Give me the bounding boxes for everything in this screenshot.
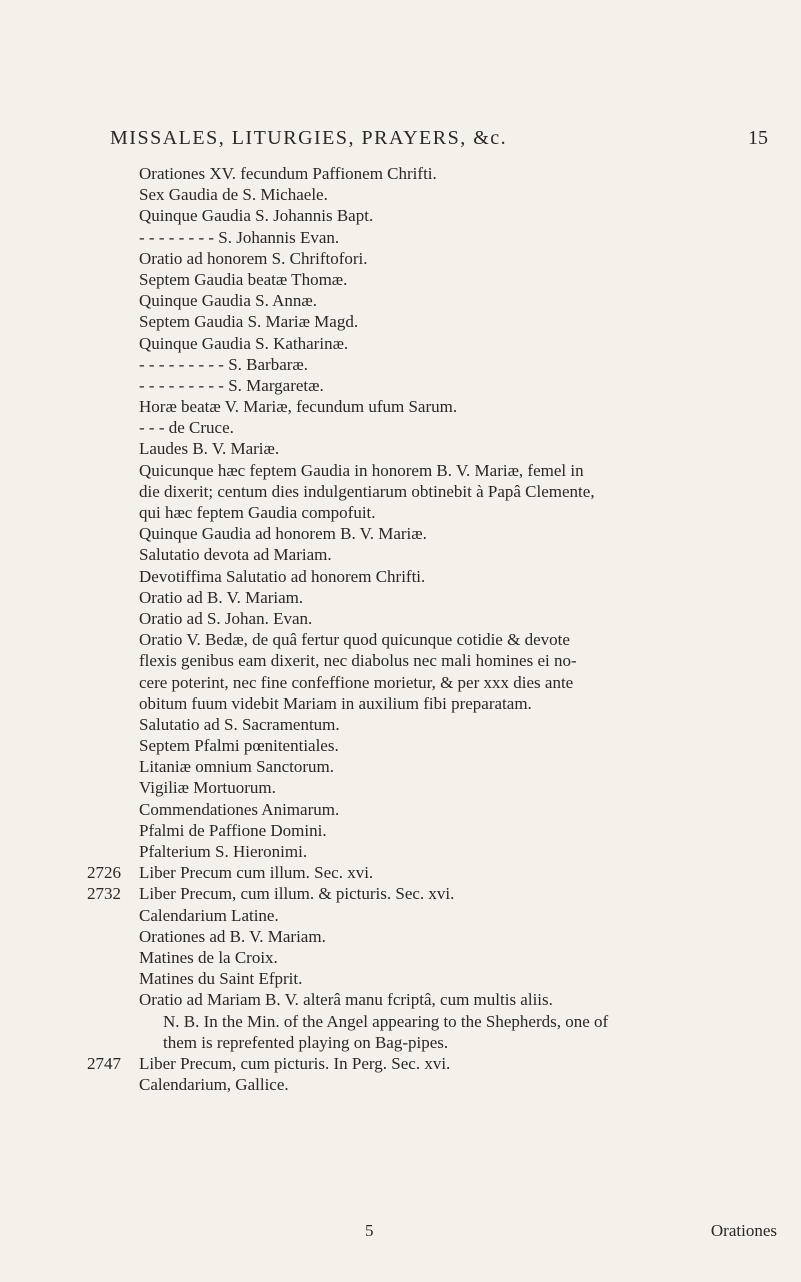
catalogue-line — [139, 396, 779, 417]
catalogue-entries — [87, 163, 779, 1095]
line-text: Commendationes Animarum. — [139, 799, 340, 819]
page-footer — [139, 1221, 779, 1245]
running-header — [110, 127, 770, 150]
line-text: Litaniæ omnium Sanctorum. — [139, 757, 335, 777]
line-text: Oratio ad B. V. Mariam. — [139, 587, 304, 607]
line-text: Orationes XV. fecundum Paffionem Chrifti. — [139, 164, 437, 183]
line-text: Liber Precum, cum illum. & picturis. Sec. xvi. — [139, 884, 455, 904]
line-text: Quicunque hæc feptem Gaudia in honorem B. V. Mariæ, femel in — [139, 460, 584, 480]
catalogue-line — [139, 1032, 779, 1053]
catalogue-line — [139, 820, 779, 841]
line-text: them is reprefented playing on Bag-pipes. — [163, 1032, 449, 1052]
line-text: qui hæc feptem Gaudia compofuit. — [139, 503, 376, 522]
catalogue-line — [139, 290, 779, 311]
line-text: - - - - - - - - S. Johannis Evan. — [139, 227, 340, 247]
lot-number: 2747 — [87, 1053, 121, 1073]
catalogue-line — [139, 756, 779, 777]
line-text: Sex Gaudia de S. Michaele. — [139, 185, 328, 205]
line-text: Oratio V. Bedæ, de quâ fertur quod quicunque cotidie & devote — [139, 630, 570, 650]
line-text: Laudes B. V. Mariæ. — [139, 439, 280, 459]
catalogue-line — [139, 333, 779, 354]
lot-number: 2726 — [87, 863, 121, 883]
line-text: Salutatio ad S. Sacramentum. — [139, 714, 340, 734]
catalogue-line — [139, 629, 779, 650]
line-text: - - - - - - - - - S. Margaretæ. — [139, 375, 324, 395]
line-text: Quinque Gaudia S. Johannis Bapt. — [139, 206, 374, 226]
line-text: Septem Gaudia S. Mariæ Magd. — [139, 312, 359, 332]
catalogue-line — [139, 968, 779, 989]
catalogue-line — [139, 227, 779, 248]
line-text: obitum fuum videbit Mariam in auxilium fibi preparatam. — [139, 693, 532, 713]
line-text: Calendarium Latine. — [139, 905, 279, 925]
line-text: Orationes ad B. V. Mariam. — [139, 926, 326, 946]
line-text: Oratio ad Mariam B. V. alterâ manu fcriptâ, cum multis aliis. — [139, 990, 553, 1010]
line-text: N. B. In the Min. of the Angel appearing to the Shepherds, one of — [163, 1011, 609, 1031]
catalogue-line — [87, 862, 779, 883]
line-text: Septem Pfalmi pœnitentiales. — [139, 736, 339, 756]
line-text: Horæ beatæ V. Mariæ, fecundum ufum Sarum. — [139, 397, 458, 417]
catalogue-line — [139, 735, 779, 756]
line-text: Oratio ad S. Johan. Evan. — [139, 608, 313, 628]
line-text: Salutatio devota ad Mariam. — [139, 545, 332, 565]
catalogue-line — [139, 693, 779, 714]
line-text: flexis genibus eam dixerit, nec diabolus nec mali homines ei no- — [139, 651, 577, 671]
catalogue-line — [139, 269, 779, 290]
line-text: Pfalterium S. Hieronimi. — [139, 842, 308, 861]
line-text: Quinque Gaudia S. Katharinæ. — [139, 333, 349, 353]
line-text: Matines de la Croix. — [139, 947, 278, 967]
line-text: Quinque Gaudia ad honorem B. V. Mariæ. — [139, 524, 427, 544]
catalogue-line — [139, 523, 779, 544]
catalogue-line — [87, 1053, 779, 1074]
line-text: Liber Precum cum illum. Sec. xvi. — [139, 863, 374, 883]
catalogue-line — [139, 354, 779, 375]
catalogue-line — [139, 926, 779, 947]
catalogue-line — [139, 375, 779, 396]
page-number: 15 — [748, 127, 768, 149]
catalogue-line — [139, 947, 779, 968]
running-title: MISSALES, LITURGIES, PRAYERS, &c. — [110, 127, 508, 149]
catalogue-line — [139, 481, 779, 502]
catalogue-line — [139, 544, 779, 565]
catalogue-line — [139, 1074, 779, 1095]
line-text: Devotiffima Salutatio ad honorem Chrifti. — [139, 566, 426, 586]
line-text: Liber Precum, cum picturis. In Perg. Sec. xvi. — [139, 1053, 451, 1073]
catalogue-line — [139, 163, 779, 184]
lot-number: 2732 — [87, 884, 121, 904]
line-text: Quinque Gaudia S. Annæ. — [139, 291, 318, 311]
catalogue-line — [139, 587, 779, 608]
catalogue-line — [139, 608, 779, 629]
catalogue-line — [139, 989, 779, 1010]
catalogue-line — [139, 672, 779, 693]
catalogue-line — [139, 799, 779, 820]
catalogue-line — [139, 841, 779, 862]
catalogue-line — [139, 417, 779, 438]
catalogue-line — [139, 1011, 779, 1032]
catalogue-line — [139, 502, 779, 523]
line-text: Oratio ad honorem S. Chriftofori. — [139, 248, 368, 268]
line-text: - - - - - - - - - S. Barbaræ. — [139, 354, 308, 374]
line-text: Septem Gaudia beatæ Thomæ. — [139, 269, 348, 289]
catchword: Orationes — [710, 1221, 777, 1240]
catalogue-line — [139, 184, 779, 205]
catalogue-line — [139, 714, 779, 735]
line-text: Matines du Saint Efprit. — [139, 969, 303, 989]
line-text: Vigiliæ Mortuorum. — [139, 778, 276, 798]
line-text: Pfalmi de Paffione Domini. — [139, 820, 327, 840]
line-text: die dixerit; centum dies indulgentiarum obtinebit à Papâ Clemente, — [139, 481, 595, 501]
catalogue-line — [139, 438, 779, 459]
catalogue-line — [139, 650, 779, 671]
catalogue-line — [139, 311, 779, 332]
catalogue-line — [87, 883, 779, 904]
line-text: cere poterint, nec fine confeffione morietur, & per xxx dies ante — [139, 672, 574, 692]
line-text: Calendarium, Gallice. — [139, 1075, 289, 1095]
signature-mark: 5 — [365, 1221, 374, 1240]
catalogue-line — [139, 777, 779, 798]
catalogue-line — [139, 248, 779, 269]
catalogue-line — [139, 905, 779, 926]
catalogue-line — [139, 460, 779, 481]
catalogue-line — [139, 566, 779, 587]
catalogue-line — [139, 205, 779, 226]
line-text: - - - de Cruce. — [139, 418, 234, 438]
